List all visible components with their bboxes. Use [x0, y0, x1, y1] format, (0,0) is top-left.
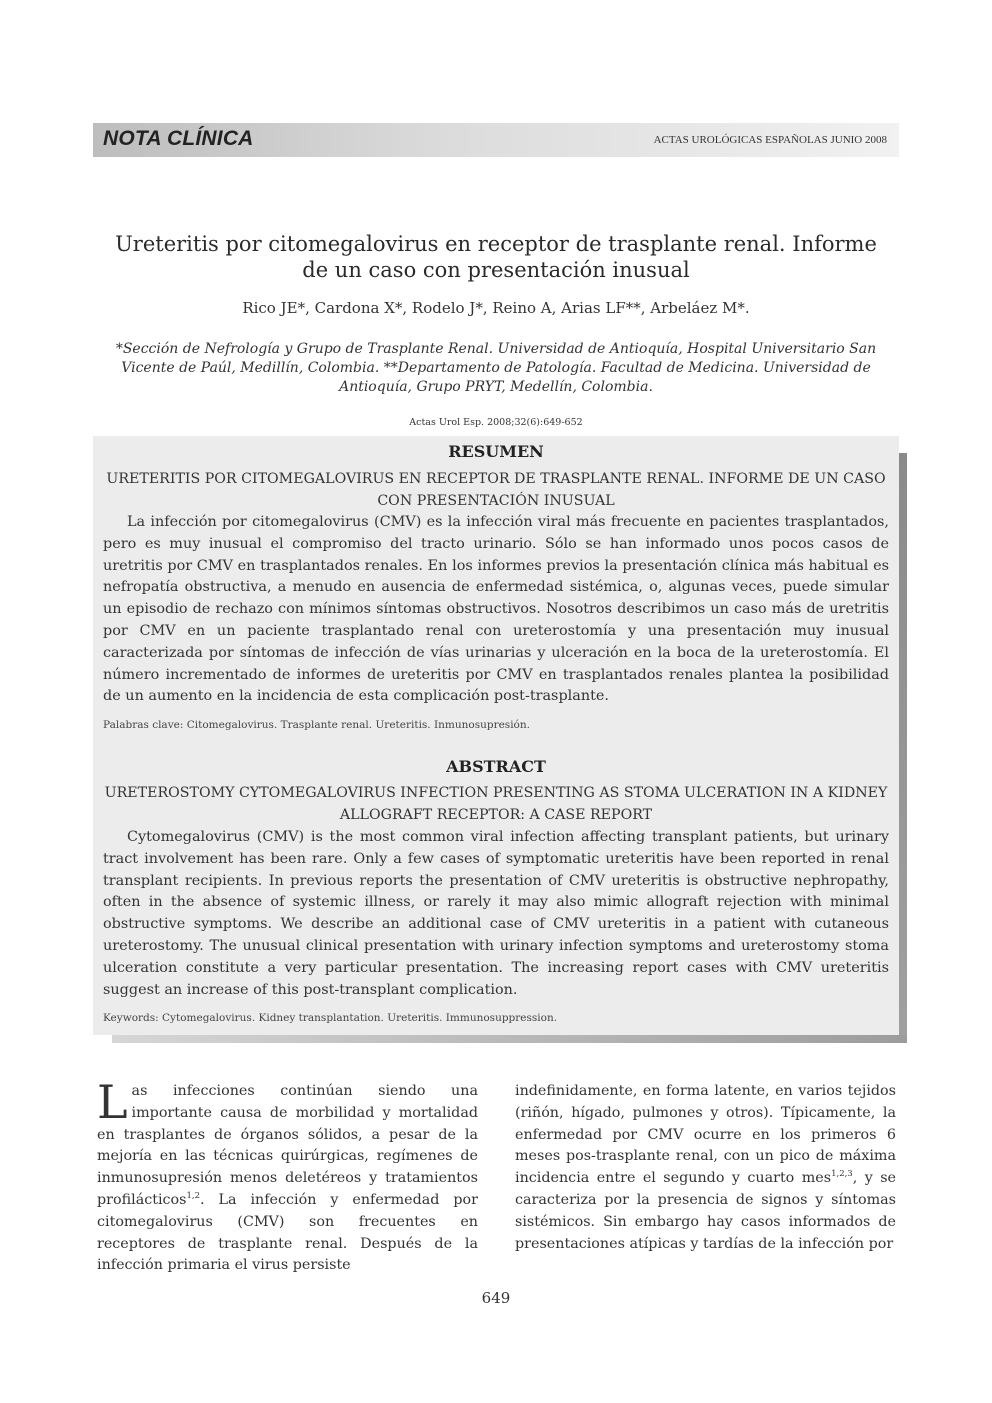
abstract-subtitle: URETEROSTOMY CYTOMEGALOVIRUS INFECTION PRESENTING AS STOMA ULCERATION IN A KIDNEY ALLOGRAFT RECEPTOR: A CASE REPORT [104, 785, 888, 823]
resumen-keywords: Palabras clave: Citomegalovirus. Trasplante renal. Ureteritis. Inmunosupresión. [103, 719, 530, 731]
abstract-box-shadow-bottom [112, 1035, 907, 1043]
body-text: indefinidamente, en forma latente, en varios tejidos (riñón, hígado, pulmones y otros). Típicamente, la enfermedad por CMV ocurre en los primeros 6 meses pos-trasplante renal, con un pico de máxima incidencia entre el segundo y cuarto mes [515, 1083, 896, 1187]
body-column-right [515, 1081, 896, 1255]
section-label: NOTA CLÍNICA [103, 127, 254, 150]
resumen-text: La infección por citomegalovirus (CMV) es la infección viral más frecuente en pacientes trasplantados, pero es muy inusual el compromiso del tracto urinario. Sólo se han informado unos pocos casos de uretritis por CMV en trasplantados renales. En los informes previos la presentación clínica más habitual es nefropatía obstructiva, a menudo en ausencia de enfermedad sistémica, o, algunas veces, puede simular un episodio de rechazo con mínimos síntomas obstructivos. Nosotros describimos un caso más de uretritis por CMV en un paciente trasplantado renal con ureterostomía y una presentación muy inusual caracterizada por síntomas de infección de vías urinarias y ulceración en la boca de la ureterostomía. El número incrementado de informes de ureteritis por CMV en trasplantados renales plantea la posibilidad de un aumento en la incidencia de esta complicación post-trasplante. [103, 514, 889, 705]
abstract-keywords: Keywords: Cytomegalovirus. Kidney transplantation. Ureteritis. Immunosuppression. [103, 1012, 558, 1024]
body-column-left [97, 1075, 478, 1277]
abstract-text: Cytomegalovirus (CMV) is the most common viral infection affecting transplant patients, but urinary tract involvement has been rare. Only a few cases of symptomatic ureteritis have been reported in renal transplant recipients. In previous reports the presentation of CMV ureteritis is obstructive nephropathy, often in the absence of systemic illness, or rarely it may also mimic allograft rejection with minimal obstructive symptoms. We describe an additional case of CMV ureteritis in a patient with cutaneous ureterostomy. The unusual clinical presentation with urinary infection symptoms and ureterostomy stoma ulceration constitute a very particular presentation. The increasing report cases with CMV ureteritis suggest an increase of this post-transplant complication. [103, 829, 889, 998]
drop-cap: L [97, 1075, 128, 1129]
abstract-heading: ABSTRACT [446, 757, 546, 776]
body-text: , y se caracteriza por la presencia de signos y síntomas sistémicos. Sin embargo hay casos informados de presentaciones atípicas y tardías de la infección por [515, 1170, 896, 1252]
article-authors: Rico JE*, Cardona X*, Rodelo J*, Reino A, Arias LF**, Arbeláez M*. [242, 299, 750, 317]
resumen-heading: RESUMEN [448, 442, 544, 461]
abstract-box-shadow-right [899, 453, 907, 1043]
body-text: . La infección y enfermedad por citomegalovirus (CMV) son frecuentes en receptores de trasplante renal. Después de la infección primaria el virus persiste [97, 1191, 478, 1274]
page-number: 649 [481, 1289, 511, 1307]
resumen-subtitle: URETERITIS POR CITOMEGALOVIRUS EN RECEPTOR DE TRASPLANTE RENAL. INFORME DE UN CASO CON PRESENTACIÓN INUSUAL [106, 471, 886, 509]
reference-superscript: 1,2,3 [831, 1169, 853, 1180]
body-text: as infecciones continúan siendo una importante causa de morbilidad y mortalidad en trasplantes de órganos sólidos, a pesar de la mejoría en las técnicas quirúrgicas, regímenes de inmunosupresión menos deletéreos y tratamientos profilácticos [97, 1083, 478, 1208]
reference-superscript: 1,2 [186, 1191, 201, 1202]
author-affiliation: *Sección de Nefrología y Grupo de Trasplante Renal. Universidad de Antioquía, Hospital Universitario San Vicente de Paúl, Medillín, Colombia. **Departamento de Patología. Facultad de Medicina. Universidad de Antioquía, Grupo PRYT, Medellín, Colombia. [115, 341, 877, 395]
journal-running-head: ACTAS UROLÓGICAS ESPAÑOLAS JUNIO 2008 [653, 134, 887, 146]
abstract-box [93, 436, 899, 1035]
article-citation: Actas Urol Esp. 2008;32(6):649-652 [409, 417, 583, 428]
article-title: Ureteritis por citomegalovirus en receptor de trasplante renal. Informe de un caso con presentación inusual [115, 232, 877, 282]
